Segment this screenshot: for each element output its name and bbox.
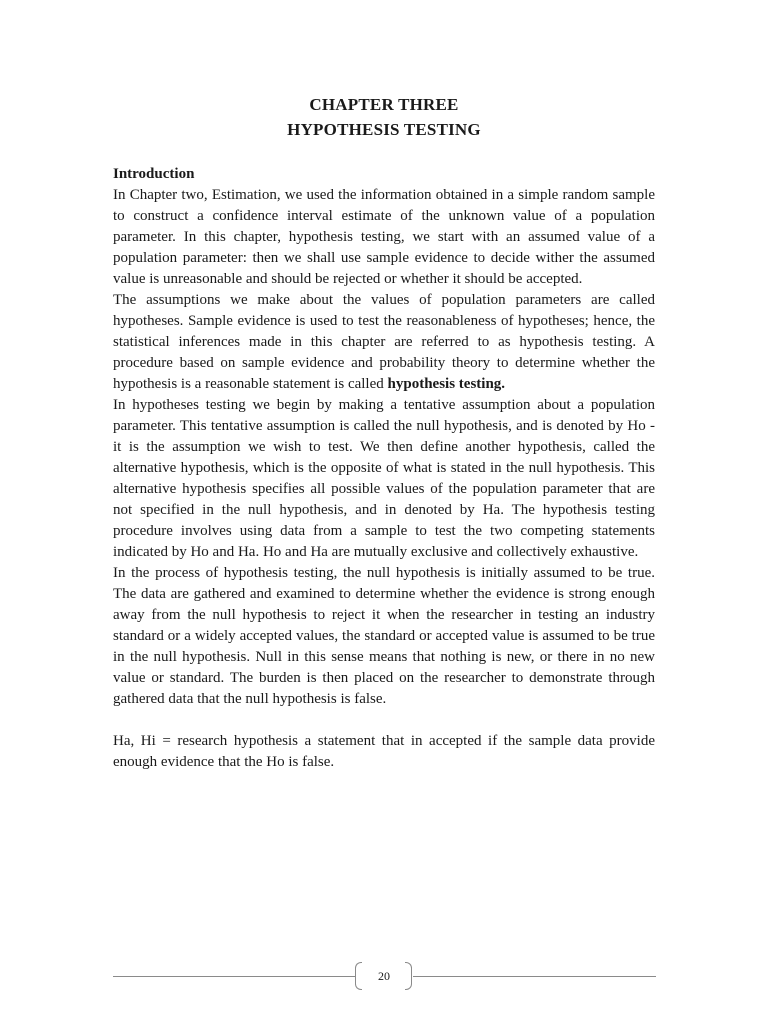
bold-term-text: hypothesis testing	[387, 376, 502, 392]
bold-term-period: .	[501, 376, 506, 392]
paragraph-3: In hypotheses testing we begin by making a tentative assumption about a population parameter. This tentative assumption is called the null hypothesis, and is denoted by Ho - it is the assumption we wish to test. We then define another hypothesis, called the alternative hypothesis, which is the opposite of what is stated in the null hypothesis. This alternative hypothesis specifies all possible values of the population parameter that are not specified in the null hypothesis, and in denoted by Ha. The hypothesis testing procedure involves using data from a sample to test the two competing statements indicated by Ho and Ha. Ho and Ha are mutually exclusive and collectively exhaustive.	[113, 397, 655, 560]
page-number-bracket-right	[405, 962, 412, 990]
chapter-title: HYPOTHESIS TESTING	[287, 120, 481, 139]
page-body	[113, 164, 655, 773]
section-heading-introduction: Introduction	[113, 166, 195, 182]
paragraph-2-text: The assumptions we make about the values of population parameters are called hypotheses. Sample evidence is used to test the reasonableness of hypotheses; hence, the statistical inferences made in this chapter are referred to as hypothesis testing. A procedure based on sample evidence and probability theory to determine whether the hypothesis is a reasonable statement is called	[113, 292, 655, 392]
paragraph-5: Ha, Hi = research hypothesis a statement that in accepted if the sample data provide enough evidence that the Ho is false.	[113, 733, 655, 770]
chapter-label: CHAPTER THREE	[309, 95, 459, 114]
paragraph-2-bold-term	[388, 376, 506, 392]
paragraph-gap	[113, 710, 655, 731]
paragraph-1: In Chapter two, Estimation, we used the information obtained in a simple random sample to construct a confidence interval estimate of the unknown value of a population parameter. In this chapter, hypothesis testing, we start with an assumed value of a population parameter: then we shall use sample evidence to decide wither the assumed value is unreasonable and should be rejected or whether it should be accepted.	[113, 187, 655, 287]
paragraph-4: In the process of hypothesis testing, the null hypothesis is initially assumed to be true. The data are gathered and examined to determine whether the evidence is strong enough away from the null hypothesis to reject it when the researcher in testing an industry standard or a widely accepted values, the standard or accepted value is assumed to be true in the null hypothesis. Null in this sense means that nothing is new, or there in no new value or standard. The burden is then placed on the researcher to demonstrate through gathered data that the null hypothesis is false.	[113, 565, 655, 707]
footer-rule-right	[413, 976, 656, 977]
paragraph-2	[113, 290, 655, 395]
footer-rule-left	[113, 976, 355, 977]
page-number: 20	[378, 969, 390, 983]
